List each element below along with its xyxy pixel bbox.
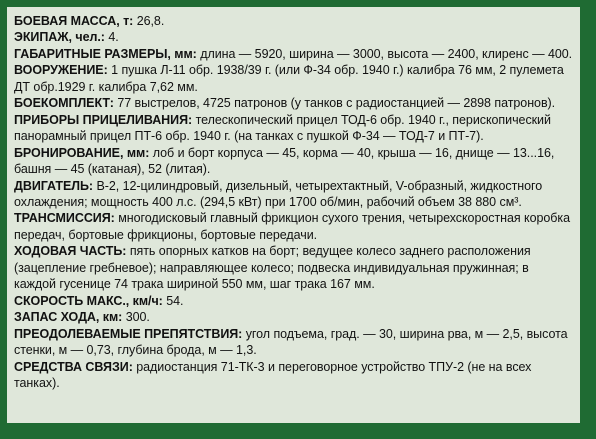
- spec-label: ВООРУЖЕНИЕ:: [14, 63, 108, 78]
- spec-label: БОЕВАЯ МАССА, т:: [14, 14, 134, 28]
- spec-value: В-2, 12-цилиндровый, дизельный, четырехтактный, V-образный, жидкостного охлаждения; мощность 400 л.с. (294,5 кВт) при 1700 об/мин, рабочий объем 38 880 см³.: [14, 178, 543, 209]
- spec-value: 4.: [104, 30, 119, 45]
- spec-value: пять опорных катков на борт; ведущее колесо заднего расположения (зацепление гребневое); направляющее колесо; подвеска индивидуальная пружинная; в каждой гусенице 74 трака шириной 550 мм, шаг трака 167 мм.: [14, 244, 531, 292]
- spec-label: СРЕДСТВА СВЯЗИ:: [14, 359, 133, 374]
- spec-value: 1 пушка Л-11 обр. 1938/39 г. (или Ф-34 обр. 1940 г.) калибра 76 мм, 2 пулемета ДТ обр.1929 г. калибра 7,62 мм.: [14, 63, 564, 94]
- spec-value: длина — 5920, ширина — 3000, высота — 2400, клиренс — 400.: [196, 46, 573, 61]
- spec-armament: [14, 62, 573, 95]
- spec-value: 54.: [162, 293, 184, 308]
- spec-running-gear: [14, 243, 573, 292]
- spec-transmission: [14, 210, 573, 243]
- spec-sights: [14, 112, 573, 145]
- spec-max-speed: [14, 293, 573, 309]
- spec-label: ЭКИПАЖ, чел.:: [14, 30, 105, 45]
- spec-dimensions: [14, 46, 573, 62]
- spec-label: БРОНИРОВАНИЕ, мм:: [14, 145, 150, 160]
- spec-value: 300.: [122, 310, 150, 325]
- spec-label: СКОРОСТЬ МАКС., км/ч:: [14, 293, 163, 308]
- spec-label: ХОДОВАЯ ЧАСТЬ:: [14, 244, 127, 259]
- spec-label: ГАБАРИТНЫЕ РАЗМЕРЫ, мм:: [14, 46, 197, 61]
- spec-crew: [14, 29, 573, 45]
- spec-value: 26,8.: [133, 14, 165, 28]
- spec-communications: [14, 359, 573, 392]
- spec-label: ЗАПАС ХОДА, км:: [14, 310, 123, 325]
- spec-value: радиостанция 71-ТК-3 и переговорное устройство ТПУ-2 (не на всех танках).: [14, 359, 532, 390]
- spec-label: ТРАНСМИССИЯ:: [14, 211, 115, 226]
- spec-obstacles: [14, 326, 573, 359]
- spec-label: БОЕКОМПЛЕКТ:: [14, 96, 114, 111]
- spec-value: многодисковый главный фрикцион сухого трения, четырехскоростная коробка передач, бортовые фрикционы, бортовые передачи.: [14, 211, 571, 242]
- spec-panel: [7, 7, 580, 423]
- spec-value: телескопический прицел ТОД-6 обр. 1940 г., перископический панорамный прицел ПТ-6 обр. 1940 г. (на танках с пушкой Ф-34 — ТОД-7 и ПТ-7).: [14, 112, 551, 144]
- spec-armor: [14, 145, 573, 178]
- spec-label: ПРИБОРЫ ПРИЦЕЛИВАНИЯ:: [14, 112, 193, 127]
- spec-combat-mass: [14, 13, 573, 29]
- spec-value: лоб и борт корпуса — 45, корма — 40, крыша — 16, днище — 13...16, башня — 45 (катаная), 52 (литая).: [14, 145, 555, 177]
- spec-engine: [14, 178, 573, 211]
- spec-label: ПРЕОДОЛЕВАЕМЫЕ ПРЕПЯТСТВИЯ:: [14, 326, 243, 341]
- spec-ammunition: [14, 95, 573, 111]
- spec-value: угол подъема, град. — 30, ширина рва, м — 2,5, высота стенки, м — 0,73, глубина брода, м — 1,3.: [14, 326, 568, 358]
- spec-label: ДВИГАТЕЛЬ:: [14, 178, 94, 193]
- spec-range: [14, 309, 573, 325]
- spec-value: 77 выстрелов, 4725 патронов (у танков с радиостанцией — 2898 патронов).: [113, 96, 556, 111]
